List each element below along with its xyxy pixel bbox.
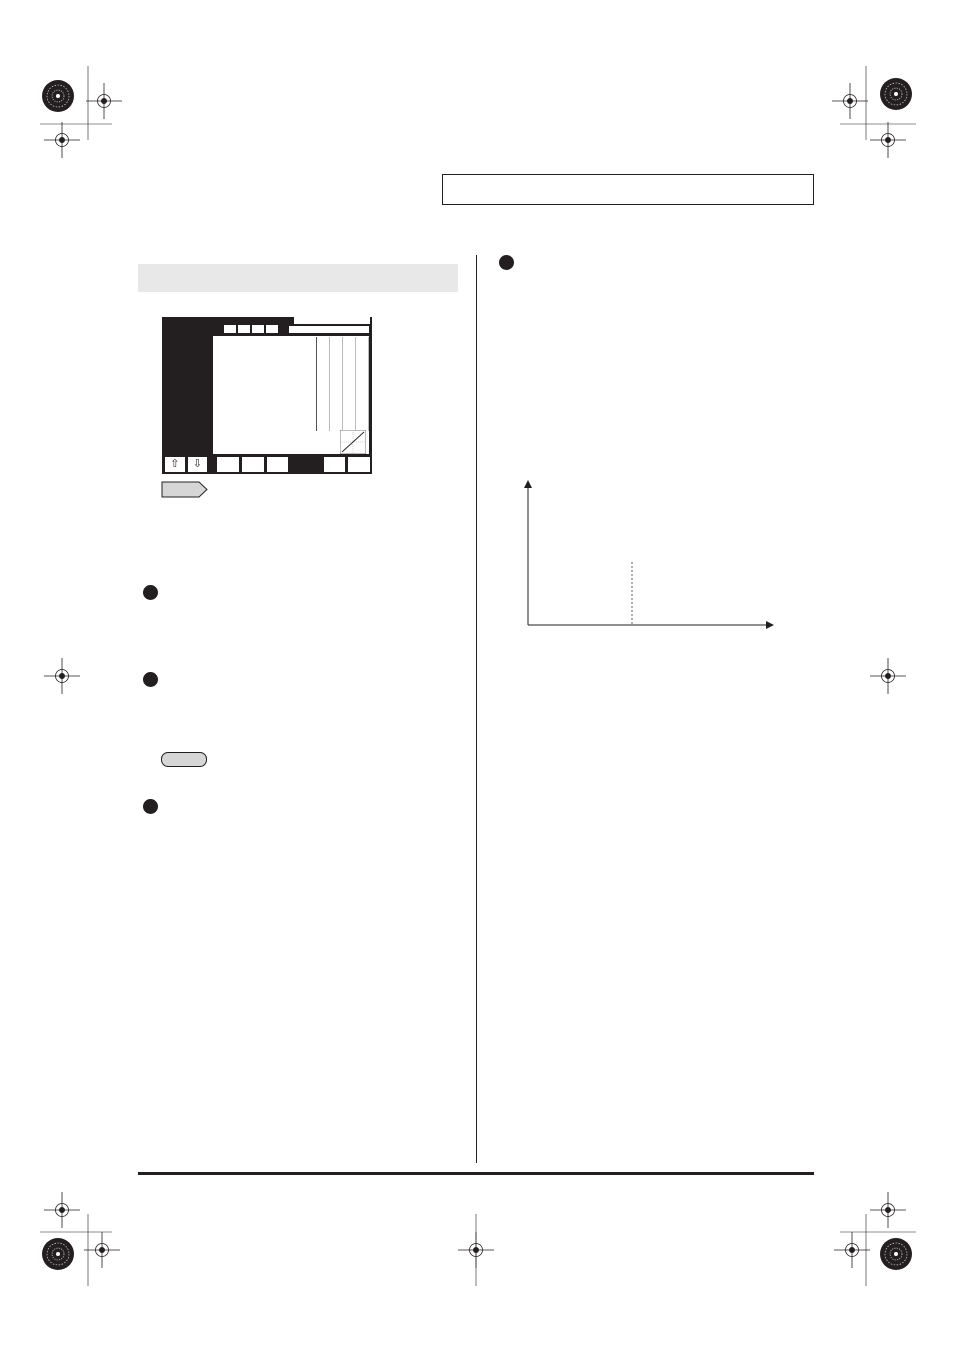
keyfollow-heading (494, 255, 514, 271)
tone-header-bar (289, 326, 369, 333)
number-1-icon (143, 585, 158, 600)
param-grid (316, 337, 369, 431)
screen-bottom-bar (165, 457, 370, 472)
screen-patch-name (294, 317, 370, 324)
zoom-edit-button[interactable] (217, 457, 239, 472)
keyfollow-diagram (510, 480, 790, 672)
memo-icon (161, 752, 207, 767)
number-4-icon (499, 255, 514, 270)
section-title-bar (138, 264, 458, 292)
arrow-up-button[interactable]: ⇧ (165, 457, 185, 472)
cf-arrow-icon (161, 481, 209, 498)
tone-switch-2[interactable] (238, 325, 250, 333)
column-divider (476, 255, 477, 1163)
chapter-title-box (442, 174, 814, 205)
fine-tune-heading (138, 672, 158, 688)
tone-switch-row (224, 325, 278, 333)
mini-pitch-graph (340, 430, 366, 454)
tone-switch-4[interactable] (266, 325, 278, 333)
tone-switch-3[interactable] (252, 325, 264, 333)
arrow-down-button[interactable]: ⇩ (188, 457, 208, 472)
coarse-tune-heading (138, 585, 158, 601)
init-button[interactable] (242, 457, 264, 472)
number-2-icon (143, 672, 158, 687)
number-3-icon (143, 799, 158, 814)
random-pitch-heading (138, 799, 158, 815)
x-axis-arrow-icon (766, 621, 774, 629)
tone-sw-sel-button[interactable] (348, 457, 370, 472)
footer-rule (138, 1172, 814, 1175)
part-select-button[interactable] (324, 457, 346, 472)
tone-switch-1[interactable] (224, 325, 236, 333)
cf-icon (161, 481, 209, 503)
patch-edit-screen (162, 317, 372, 474)
y-axis-arrow-icon (524, 480, 532, 488)
tone-copy-button[interactable] (267, 457, 289, 472)
